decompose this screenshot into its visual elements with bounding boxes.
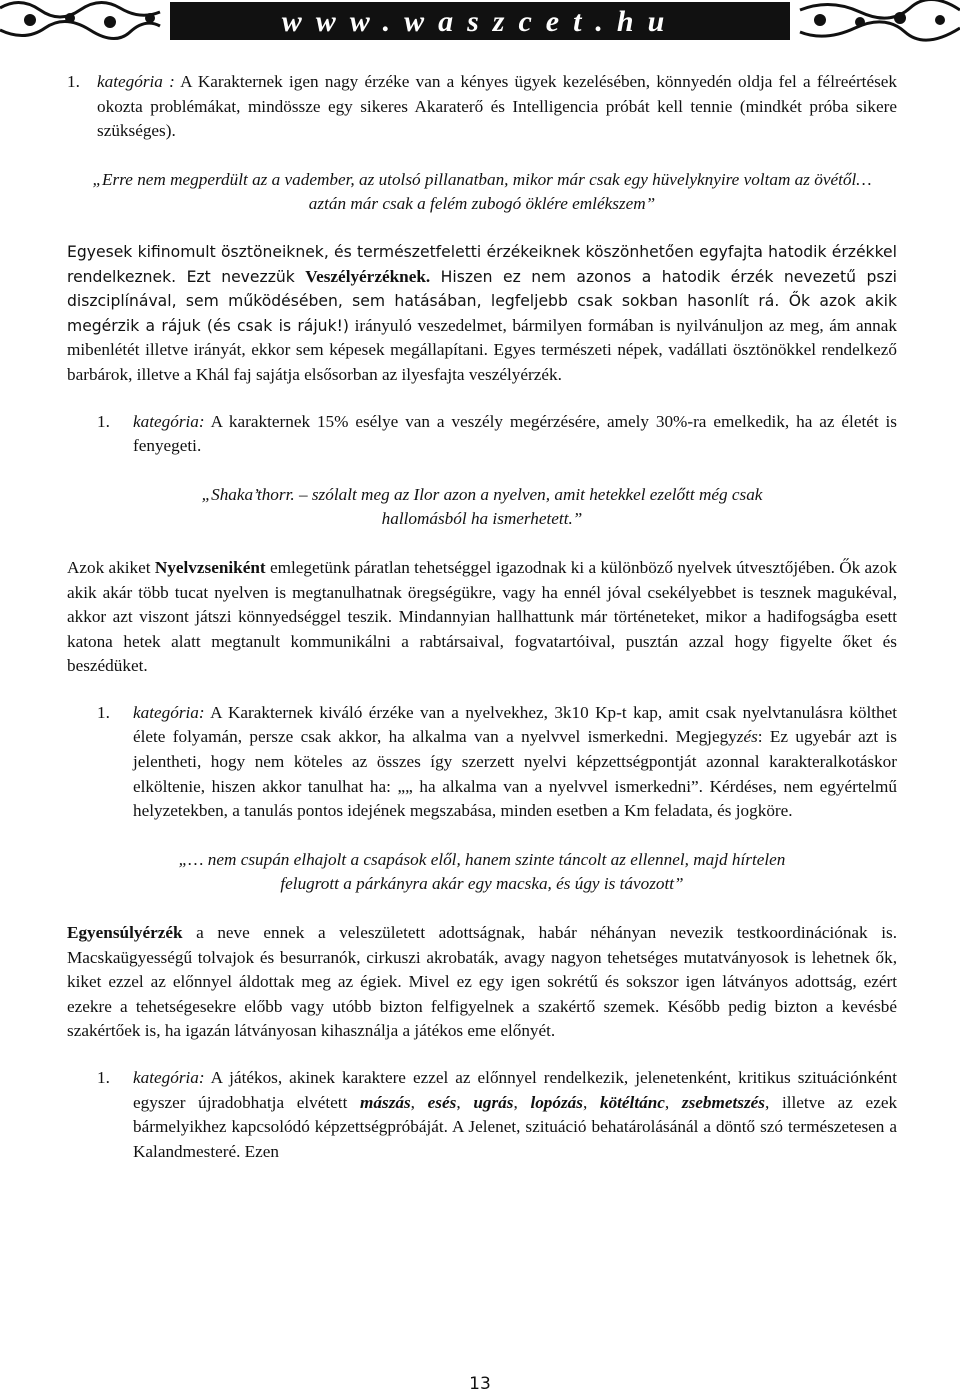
quote-line: „Shaka’thorr. – szólalt meg az Ilor azon a nyelven, amit hetekkel ezelőtt még csak [201,484,763,504]
paragraph [67,556,897,679]
quote-line: „… nem csupán elhajolt a csapások elől, hanem szinte táncolt az ellennel, majd hírtelen [178,849,786,869]
term-egyensulyerzek: Egyensúlyérzék [67,923,183,943]
item-number: 1. [97,411,110,431]
paragraph-text: Azok akiket [67,557,155,577]
banner-text: www.waszcet.hu [281,5,679,38]
page-number: 13 [469,1374,491,1394]
paragraph-text: emlegetünk páratlan tehetséggel igazodnak ki a különböző nyelvek útvesztőjében. Ők azok akik akár több tucat nyelven is megtanulhatnak öregségükre, vagy ha ennél jóval csekélyebbet is tesznek magukéval, akkor azt viszont játszi könnyedséggel teszik. Mindannyian hallhattunk már történeteket, mikor a hadifogságba esett katona hetek alatt megtanult kommunikálni a rabtársaival, fogvatartóival, pusztán azzal hogy figyelte őket és beszédüket. [67,557,897,676]
item-number: 1. [67,72,80,91]
skill-lopozas: lopózás [530,1092,583,1112]
page-body [67,70,897,1164]
numbered-item [67,701,897,824]
item-text: , illetve az ezek bármelyikhez kapcsolódó képzettségpróbáját. A Jelenet, szituáció behatárolásánál a döntő szó természetesen a Kalandmesteré. Ezen [133,1092,898,1161]
item-text: A karakternek 15% esélye van a veszély megérzésére, amely 30%-ra emelkedik, ha az életét is fenyegeti. [133,411,897,456]
separator: , [456,1092,474,1112]
paragraph [67,921,897,1044]
quote-line: hallomásból ha ismerhetett.” [381,509,583,529]
quote-line: felugrott a párkányra akár egy macska, és úgy is távozott” [280,874,684,894]
category-label: kategória: [133,702,205,722]
separator: , [664,1092,682,1112]
item-text: A Karakternek kiváló érzéke van a nyelvekhez, 3k10 Kp-t kap, amit csak nyelvtanulásra költhet élete folyamán, persze csak akkor, ha alkalma van a nyelvvel ismerkedni. Megjegy [133,702,897,747]
item-text: : Ez ugyebár azt is jelentheti, hogy nem köteles az összes így szerzett nyelvi képzettségpontját azonnal karakteralkotáskor elköltenie, hiszen akkor tanulhat ha: „„ ha alkalma van a nyelvvel ismerkedni”. Kérdéses, nem egyértelmű helyzetekben, a tanulás pontos idejének megszabása, minden esetben a Km feladata, és jogköre. [133,727,897,821]
item-number: 1. [97,1068,110,1087]
paragraph-text: Hiszen ez nem azonos a hatodik érzék nevezetű pszi diszciplínával, sem működésében, sem hatásában, legfeljebb csak sokban hasonlít rá. Ők azok akik megérzik a rájuk (és csak is rájuk!) [67,267,897,335]
numbered-item [67,70,897,144]
separator: , [582,1092,600,1112]
category-label: kategória: [133,1068,205,1087]
paragraph-text: Egyes természeti népek, vadállati ösztönökkel rendelkező barbárok, illetve a Khál faj sajátja elsősorban az ilyesfajta veszélyérzék. [67,340,897,384]
skill-maszas: mászás [360,1092,411,1112]
item-text: A játékos, akinek karaktere ezzel az előnnyel rendelkezik, jelenetenként, kritikus szituációnként egyszer újradobhatja elvétett [133,1068,897,1112]
numbered-item [67,410,897,459]
category-label: kategória: [133,411,205,431]
paragraph-text: a neve ennek a veleszületett adottságnak, habár néhányan nevezik testkoordinációnak is. Macskaügyességű tolvajok és besurranók, cirkuszi akrobaták, avagy nagyon tehetséges mutatványosok is lehetnek ők, kiket ezzel az előnnyel áldottak meg az égiek. Mivel ez egy igen sokrétű és sokszor igen látványos adottság, ezért ezekre a tehetségesekre előbb vagy utóbb bizton felfigyelnek a szakértő szemek. Később pedig bizton a kevésbé szakértőek is, ha igazán látványosan kihasználja a játékos eme előnyét. [67,923,897,1041]
numbered-item [67,1066,897,1164]
paragraph [67,240,897,388]
item-text-italic: zés [736,727,758,747]
term-nyelvzseni: Nyelvzseniként [154,557,266,577]
quote: „Erre nem megperdült az a vadember, az utolsó pillanatban, mikor már csak egy hüvelyknyire voltam az övétől… aztán már csak a felém zubogó öklére emlékszem” [92,169,872,214]
paragraph-text: irányuló veszedelmet, bármilyen formában is nyilvánuljon az meg, ám annak mibenlétét illetve irányát, ekkor sem képesek megállapítani. [67,315,897,360]
header-banner [0,0,960,42]
separator: , [410,1092,428,1112]
skill-eses: esés [427,1092,457,1112]
term-veszelyerzek: Veszélyérzéknek. [305,266,431,286]
item-number: 1. [97,702,110,722]
category-label: kategória : [97,72,175,91]
paragraph-text: Egyesek kifinomult ösztöneiknek, és természetfeletti érzékeiknek köszönhetően egyfajta hatodik érzékkel rendelkeznek. Ezt nevezzük [67,242,897,286]
item-text: A Karakternek igen nagy érzéke van a kényes ügyek kezelésében, könnyedén oldja fel a félreértések okozta problémákat, mindössze egy sikeres Akaraterő és Intelligencia próbát kell tennie (mindkét próba sikere szükséges). [97,72,897,141]
skill-koteltanc: kötéltánc [599,1092,665,1112]
separator: , [513,1092,531,1112]
skill-zsebmetszes: zsebmetszés [681,1092,765,1112]
skill-ugras: ugrás [473,1092,514,1112]
quote [67,483,897,532]
quote [67,848,897,897]
